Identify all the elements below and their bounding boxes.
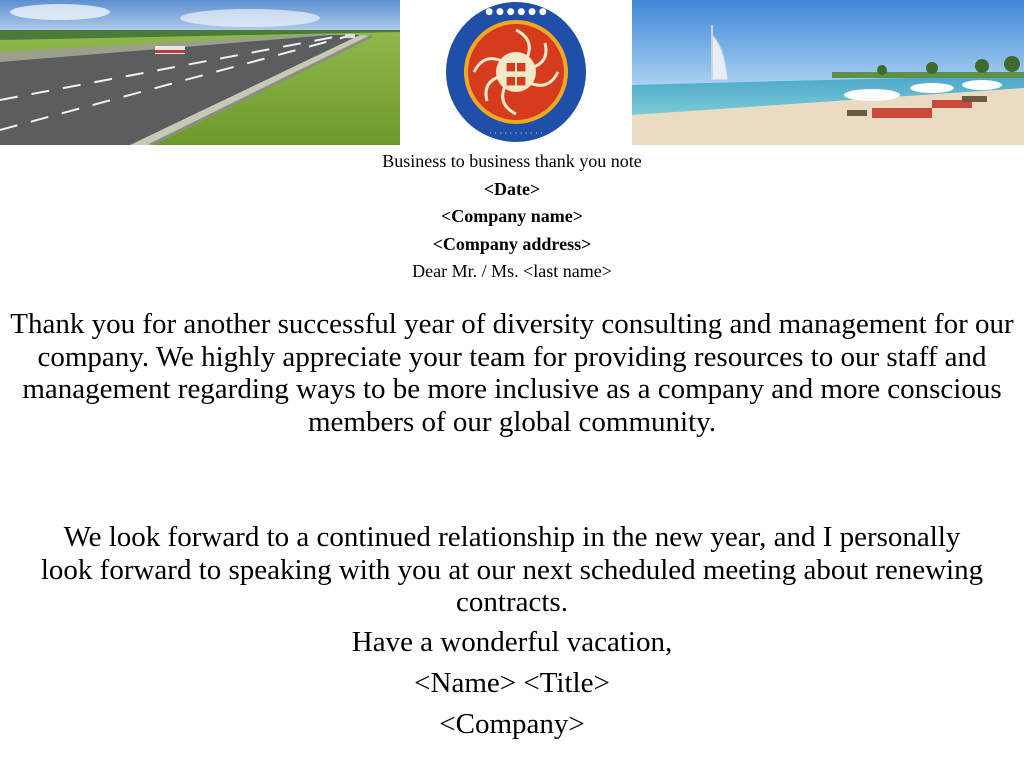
company-address-placeholder: <Company address> <box>432 233 592 254</box>
company-name-placeholder: <Company name> <box>440 206 584 226</box>
svg-text:■■: ■■ <box>505 74 527 87</box>
header-banner <box>0 0 1024 145</box>
date-placeholder: <Date> <box>483 178 541 199</box>
salutation: Dear Mr. / Ms. <last name> <box>412 261 612 281</box>
note-title: Business to business thank you note <box>382 151 642 171</box>
note-header <box>0 148 1024 286</box>
signature-name-title: <Name> <Title> <box>414 667 610 699</box>
body-paragraph-2: We look forward to a continued relationship in the new year, and I personally look forward to speaking with you at our next scheduled meeting about renewing contracts. <box>40 521 984 618</box>
college-logo <box>400 0 632 145</box>
beach-photo <box>632 0 1024 145</box>
svg-text:· · · · · · · · · · ·: · · · · · · · · · · · <box>489 129 543 138</box>
signature-company: <Company> <box>439 708 585 740</box>
svg-text:● ● ● ● ● ●: ● ● ● ● ● ● <box>485 7 547 17</box>
body-paragraph-1: Thank you for another successful year of diversity consulting and management for our company. We highly appreciate your team for providing resources to our staff and management regarding ways to be more inclusive as a company and more conscious members of our global community. <box>10 308 1014 438</box>
closing-line: Have a wonderful vacation, <box>351 626 673 658</box>
highway-photo <box>0 0 400 145</box>
svg-text:■■: ■■ <box>505 60 527 73</box>
